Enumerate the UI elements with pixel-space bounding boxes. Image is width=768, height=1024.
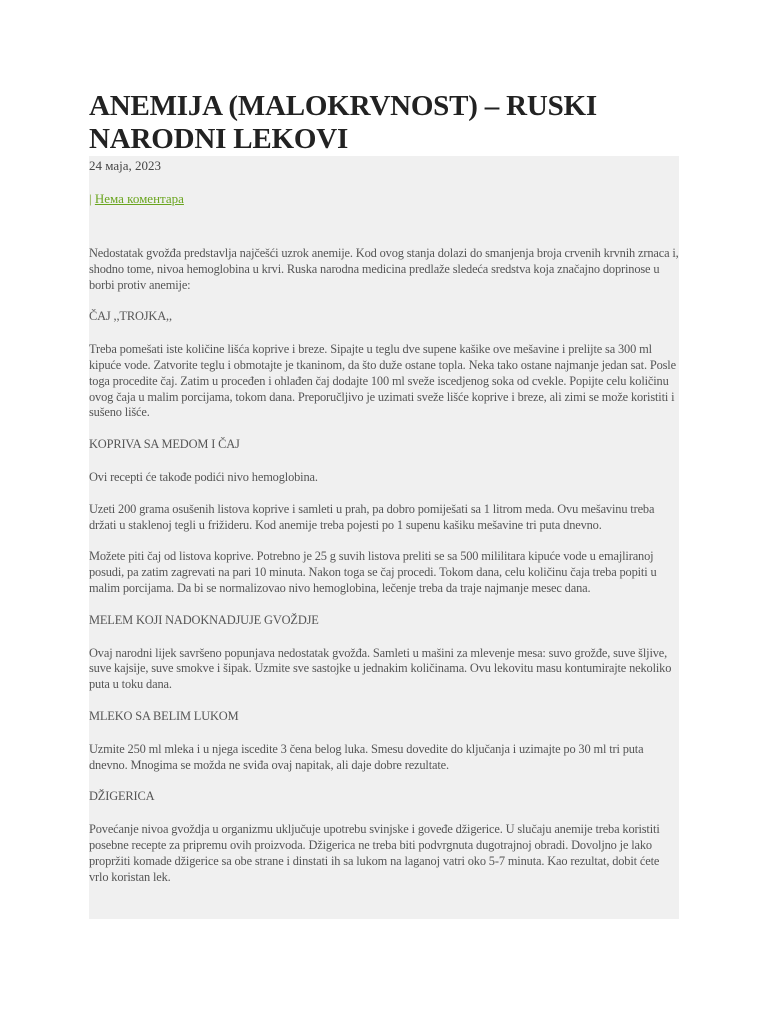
section-heading-melem: MELEM KOJI NADOKNADJUJE GVOŽDJE: [89, 612, 319, 627]
intro-paragraph: Nedostatak gvožđa predstavlja najčešći uzrok anemije. Kod ovog stanja dolazi do smanjenja broja crvenih krvnih zrnaca i, shodno tome, nivoa hemoglobina u krvi. Ruska narodna medicina predlaže sledeća sredstva koja značajno doprinose u borbi protiv anemije:: [89, 246, 679, 292]
paragraph-kopriva-med: Uzeti 200 grama osušenih listova koprive i samleti u prah, pa dobro pomiješati sa 1 litrom meda. Ovu mešavinu treba držati u staklenoj tegli u frižideru. Kod anemije treba pojesti po 1 supenu kašiku mešavine tri puta dnevno.: [89, 501, 655, 532]
paragraph-kopriva-intro: Ovi recepti će takođe podići nivo hemoglobina.: [89, 469, 318, 484]
section-heading-mleko: MLEKO SA BELIM LUKOM: [89, 708, 239, 723]
paragraph-melem: Ovaj narodni lijek savršeno popunjava nedostatak gvožđa. Samleti u mašini za mlevenje mesa: suvo grožđe, suve šljive, suve kajsije, suve smokve i šipak. Uzmite sve sastojke u jednakim količinama. Ovu lekovitu masu kontumirajte nekoliko puta u toku dana.: [89, 645, 672, 692]
no-comments-link[interactable]: Нема коментара: [94, 191, 184, 206]
page-title: ANEMIJA (MALOKRVNOST) – RUSKI NARODNI LEKOVI: [89, 90, 597, 155]
section-heading-trojka: ČAJ ,,TROJKA,,: [89, 309, 172, 324]
section-heading-kopriva: KOPRIVA SA MEDOM I ČAJ: [89, 437, 240, 452]
paragraph-dzigerica: Povećanje nivoa gvoždja u organizmu uključuje upotrebu svinjske i goveđe džigerice. U slučaju anemije treba koristiti posebne recepte za pripremu ovih proizvoda. Džigerica ne treba biti podvrgnuta dugotrajnoj obradi. Dovoljno je lako propržiti komade džigerice sa obe strane i dinstati ih sa lukom na laganoj vatri oko 5-7 minuta. Kao rezultat, dobit ćete vrlo koristan lek.: [89, 822, 660, 884]
post-date: 24 маја, 2023: [89, 158, 162, 173]
section-heading-dzigerica: DŽIGERICA: [89, 789, 155, 804]
paragraph-trojka: Treba pomešati iste količine lišća koprive i breze. Sipajte u teglu dve supene kašike ove mešavine i prelijte sa 300 ml kipuće vode. Zatvorite teglu i obmotajte je tkaninom, da što duže ostane topla. Neka tako ostane najmanje jedan sat. Posle toga procedite čaj. Zatim u procеđen i ohlađen čaj dodajte 100 ml sveže iscedjenog soka od cvekle. Popijte celu količinu ovog čaja u malim porcijama, tokom dana. Preporučljivo je uzimati sveže lišće koprive i breze, ali zimi se može koristiti i sušeno lišće.: [89, 342, 676, 420]
paragraph-mleko: Uzmite 250 ml mleka i u njega iscedite 3 čena belog luka. Smesu dovedite do ključanja i uzimajte po 30 ml tri puta dnevno. Mnogima se možda ne sviđa ovaj napitak, ali daje dobre rezultate.: [89, 741, 644, 772]
comments-line: [89, 190, 184, 208]
paragraph-kopriva-caj: Možete piti čaj od listova koprive. Potrebno je 25 g suvih listova preliti se sa 500 mililitara kipuće vode u emajliranoj posudi, pa zatim zagrevati na pari 10 minuta. Nakon toga se čaj procedi. Tokom dana, celu količinu čaja treba popiti u malim porcijama. Da bi se normalizovao nivo hemoglobina, lečenje treba da traje najmanje mesec dana.: [89, 549, 657, 595]
article-body: [89, 246, 681, 901]
comments-separator: |: [89, 191, 92, 206]
